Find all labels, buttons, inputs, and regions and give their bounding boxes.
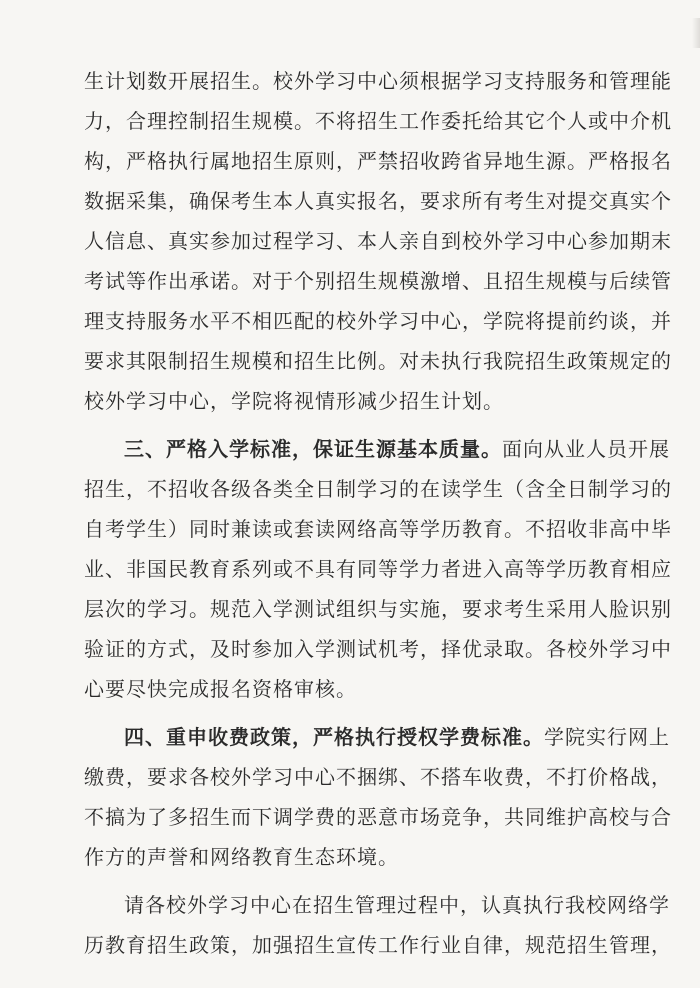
- paragraph-enrollment-scale: [84, 61, 672, 421]
- text-line: 不搞为了多招生而下调学费的恶意市场竞争，共同维护高校与合: [84, 805, 672, 829]
- text-line: 构，严格执行属地招生原则，严禁招收跨省异地生源。严格报名: [84, 149, 672, 173]
- heading-line-rest: 学院实行网上: [544, 725, 670, 749]
- text-line: 人信息、真实参加过程学习、本人亲自到校外学习中心参加期末: [84, 229, 672, 253]
- text-line: 请各校外学习中心在招生管理过程中，认真执行我校网络学: [124, 893, 670, 917]
- paragraph-fee-policy: [84, 717, 672, 877]
- text-line: 验证的方式，及时参加入学测试机考，择优录取。各校外学习中: [84, 637, 672, 661]
- text-line: 招生，不招收各级各类全日制学习的在读学生（含全日制学习的: [84, 477, 672, 501]
- text-line: 理支持服务水平不相匹配的校外学习中心，学院将提前约谈，并: [84, 309, 672, 333]
- text-line: 作方的声誉和网络教育生态环境。: [84, 845, 399, 869]
- text-line: 要求其限制招生规模和招生比例。对未执行我院招生政策规定的: [84, 349, 672, 373]
- text-line: 自考学生）同时兼读或套读网络高等学历教育。不招收非高中毕: [84, 517, 672, 541]
- text-line: 生计划数开展招生。校外学习中心须根据学习支持服务和管理能: [84, 69, 672, 93]
- paragraph-gap: [84, 709, 636, 717]
- paragraph-gap: [84, 877, 636, 885]
- section-heading: 三、严格入学标准，保证生源基本质量。: [124, 437, 502, 461]
- paragraph-gap: [84, 421, 636, 429]
- section-heading-line: [84, 717, 670, 757]
- text-line: 历教育招生政策，加强招生宣传工作行业自律，规范招生管理，: [84, 933, 672, 957]
- text-line: 力，合理控制招生规模。不将招生工作委托给其它个人或中介机: [84, 109, 672, 133]
- paragraph-admission-standards: [84, 429, 672, 709]
- scan-edge-mark: [692, 18, 700, 48]
- heading-line-rest: 面向从业人员开展: [502, 437, 670, 461]
- text-line: 层次的学习。规范入学测试组织与实施，要求考生采用人脸识别: [84, 597, 672, 621]
- text-line: 数据采集，确保考生本人真实报名，要求所有考生对提交真实个: [84, 189, 672, 213]
- text-line: 缴费，要求各校外学习中心不捆绑、不搭车收费，不打价格战，: [84, 765, 672, 789]
- text-line: 考试等作出承诺。对于个别招生规模激增、且招生规模与后续管: [84, 269, 672, 293]
- text-line: 校外学习中心，学院将视情形减少招生计划。: [84, 389, 504, 413]
- section-heading: 四、重申收费政策，严格执行授权学费标准。: [124, 725, 544, 749]
- text-line: 心要尽快完成报名资格审核。: [84, 677, 357, 701]
- section-heading-line: [84, 429, 670, 469]
- text-line: 业、非国民教育系列或不具有同等学力者进入高等学历教育相应: [84, 557, 672, 581]
- paragraph-closing-request: [84, 885, 672, 965]
